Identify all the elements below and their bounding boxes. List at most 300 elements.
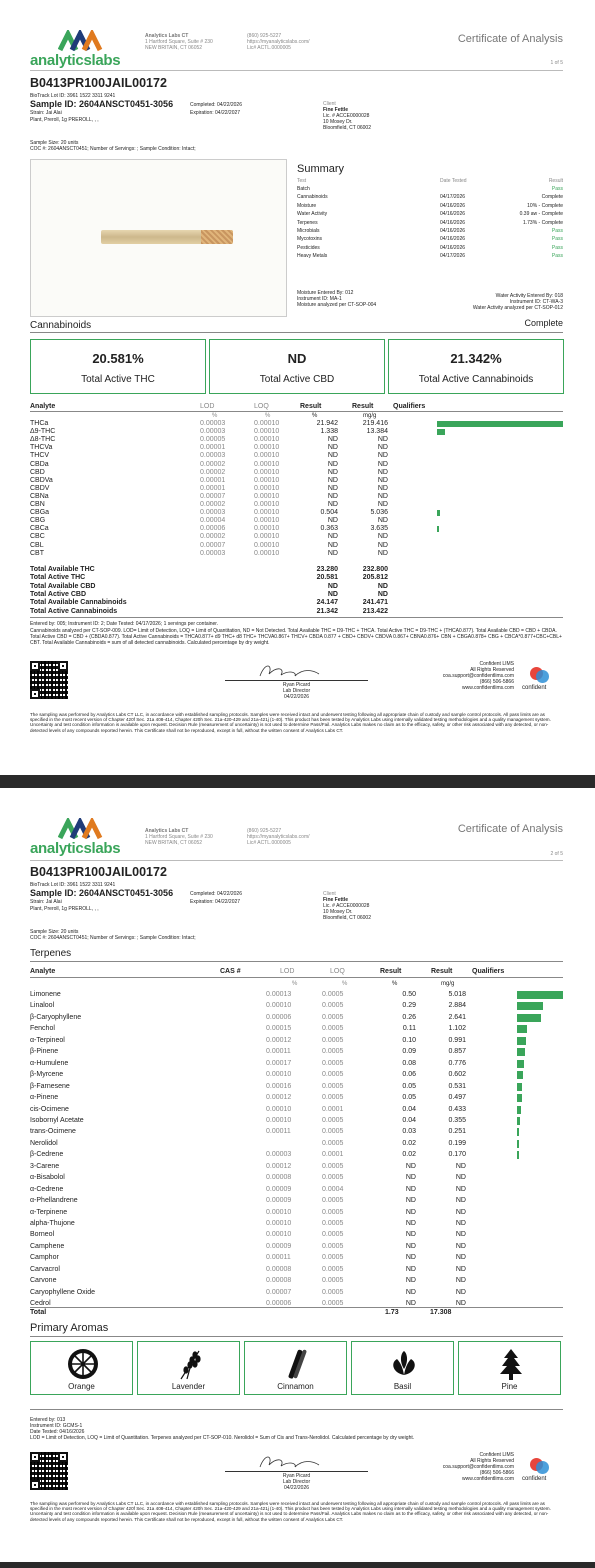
analyte-name: CBCa (30, 525, 49, 533)
terpene-bar (517, 1014, 541, 1022)
terpenes-title: Terpenes (30, 948, 72, 959)
lod-value: 0.00012 (266, 1162, 292, 1170)
cannabinoid-note-1: Entered by: 005; Instrument ID: 2; Date Tested: 04/17/2026; 1 servings per container. (30, 621, 219, 627)
signer-title: Lab Director (282, 1479, 311, 1485)
pine-icon (494, 1347, 528, 1381)
total-cannabinoids-value: 21.342% (450, 351, 502, 366)
col-analyte: Analyte (30, 968, 56, 975)
sign-date: 04/22/2026 (283, 694, 310, 700)
lod-value: 0.00003 (200, 549, 226, 557)
result-value: ND (327, 460, 338, 468)
client-name: Fine Fettle (323, 897, 349, 903)
summary-title: Summary (297, 163, 345, 175)
loq-value: 0.0005 (322, 1025, 344, 1033)
result-value: ND (405, 1208, 416, 1216)
lims-url[interactable]: www.confidentlims.com (462, 1476, 514, 1482)
lims-name: Confident LIMS (479, 1452, 514, 1458)
loq-value: 0.00010 (254, 525, 280, 533)
logo-text: analyticslabs (30, 840, 121, 857)
result-mg-value: ND (377, 436, 388, 444)
loq-value: 0.0005 (322, 1300, 344, 1308)
summary-test: Mycotoxins (297, 236, 323, 243)
lod-value: 0.00003 (266, 1151, 292, 1159)
result-mg-value: 0.531 (448, 1082, 466, 1090)
result-mg-value: 0.251 (448, 1128, 466, 1136)
loq-value: 0.00010 (254, 492, 280, 500)
result-mg-value: ND (377, 501, 388, 508)
result-mg-value: 0.199 (448, 1139, 466, 1147)
analyte-name: Δ8-THC (30, 436, 56, 444)
result-mg-value: 5.036 (370, 509, 388, 517)
loq-value: 0.00010 (254, 484, 280, 492)
basil-icon (387, 1347, 421, 1381)
result-value: 0.11 (402, 1025, 416, 1033)
result-mg-value: ND (377, 541, 388, 549)
analyte-name: Isobornyl Acetate (30, 1116, 84, 1124)
result-value: 0.363 (320, 525, 338, 533)
col-result: Result (300, 403, 322, 410)
moisture-sop: Moisture analyzed per CT-SOP-004 (297, 302, 377, 308)
col-cas: CAS # (220, 968, 241, 975)
result-value: 0.504 (320, 509, 338, 517)
result-value: 1.338 (320, 428, 338, 436)
terpene-bar (517, 1071, 523, 1079)
confident-logo (520, 667, 560, 697)
analyte-name: α-Humulene (30, 1059, 69, 1067)
loq-value: 0.0005 (322, 1162, 344, 1170)
result-value: ND (327, 501, 338, 508)
summary-result: Pass (551, 244, 563, 251)
lod-value: 0.00007 (200, 492, 226, 500)
summary-test: Water Activity (297, 211, 328, 218)
coa-page-1 (0, 0, 595, 775)
client-name: Fine Fettle (323, 107, 349, 113)
loq-value: 0.0005 (322, 1013, 344, 1021)
col-qualifiers: Qualifiers (472, 968, 505, 975)
aroma-pine (458, 1341, 561, 1395)
result-value: 0.09 (402, 1048, 416, 1056)
terpene-bar (517, 1083, 522, 1091)
analyte-name: α-Terpineol (30, 1036, 65, 1044)
lod-value: 0.00010 (266, 1220, 292, 1227)
result-value: ND (327, 436, 338, 444)
lod-value: 0.00008 (266, 1277, 292, 1285)
total-thc-label: Total Active THC (81, 374, 155, 385)
loq-value: 0.0005 (322, 1254, 344, 1262)
terpene-bar (517, 1094, 522, 1102)
loq-value: 0.0005 (322, 991, 344, 998)
result-value: ND (405, 1265, 416, 1273)
result-mg-value: 3.635 (370, 525, 388, 533)
result-value: ND (327, 533, 338, 541)
coc-line: COC #: 2604ANSCT0451; Number of Servings: ; Sample Condition: Intact; (30, 146, 196, 152)
terpene-bar (517, 1037, 526, 1045)
lab-phone: (860) 925-5227 (247, 33, 282, 39)
result-mg-value: ND (455, 1277, 466, 1285)
aroma-label: Orange (68, 1382, 95, 1391)
cannabinoid-bar (437, 429, 445, 435)
unit-result-mg: mg/g (363, 413, 377, 419)
total-thc-value: 20.581% (92, 351, 144, 366)
moisture-instrument: Instrument ID: MA-1 (297, 296, 342, 302)
summary-col-result: Result (548, 178, 563, 184)
terpene-entered: Entered by: 013 (30, 1417, 66, 1423)
result-mg-value: ND (377, 468, 388, 476)
loq-value: 0.00010 (254, 501, 280, 508)
summary-test: Microbials (297, 228, 320, 234)
result-value: 0.50 (402, 991, 416, 998)
analyte-name: CBDV (30, 484, 50, 492)
unit-lod: % (292, 981, 298, 987)
analyte-name: THCa (30, 420, 49, 427)
total-label: Total Active CBD (30, 590, 87, 598)
loq-value: 0.00010 (254, 436, 280, 444)
result-mg-value: ND (455, 1242, 466, 1250)
completed-date: Completed: 04/22/2026 (190, 102, 242, 108)
result-value: ND (327, 452, 338, 460)
client-address-1: 10 Mosey Dr. (323, 119, 353, 125)
lod-value: 0.00010 (266, 1105, 292, 1113)
unit-result: % (392, 981, 398, 987)
lod-value: 0.00004 (200, 517, 226, 525)
cannabinoids-title: Cannabinoids (30, 320, 92, 331)
strain: Strain: Jai Alai (30, 110, 62, 116)
terpene-date: Date Tested: 04/16/2026 (30, 1429, 85, 1435)
col-lod: LOD (280, 968, 295, 975)
lims-phone: (866) 506-5866 (479, 679, 514, 685)
total-result-mg: 213.422 (362, 607, 388, 615)
loq-value: 0.0005 (322, 1128, 344, 1136)
col-result-mg: Result (352, 403, 374, 410)
total-result: ND (327, 590, 338, 598)
summary-date: 04/16/2026 (440, 244, 466, 251)
lavender-icon (173, 1347, 207, 1381)
result-value: 0.02 (402, 1139, 416, 1147)
terpene-note: LOD = Limit of Detection, LOQ = Limit of Quantitation. Terpenes analyzed per CT-SOP-010. Nerolidol = Sum of Cis and Trans-Nerolidol. Calculated percentage by dry weight. (30, 1435, 415, 1441)
result-value: ND (327, 468, 338, 476)
client-address-2: Bloomfield, CT 06002 (323, 915, 371, 921)
analyte-name: CBN (30, 501, 45, 508)
terpene-bar (517, 1002, 543, 1010)
sign-date: 04/22/2026 (283, 1485, 310, 1491)
total-result-mg: 17.308 (430, 1309, 452, 1316)
aroma-label: Pine (501, 1382, 518, 1391)
total-cannabinoids-box (388, 339, 564, 394)
analyte-name: CBDa (30, 460, 49, 468)
unit-result: % (312, 413, 318, 419)
aroma-orange (30, 1341, 133, 1395)
summary-result: 1.73% - Complete (522, 219, 563, 226)
aroma-label: Lavender (171, 1382, 206, 1391)
lod-value: 0.00003 (200, 452, 226, 460)
client-license: Lic. # ACCE0000028 (323, 903, 370, 909)
analyte-name: CBG (30, 517, 46, 525)
batch-id: B0413PR100JAIL00172 (30, 76, 167, 90)
result-value: 0.04 (402, 1116, 416, 1124)
summary-date: 04/16/2026 (440, 211, 466, 218)
result-value: 0.26 (402, 1013, 416, 1021)
result-mg-value: 0.602 (448, 1071, 466, 1079)
doc-title: Certificate of Analysis (457, 823, 563, 835)
cannabinoid-bar (437, 526, 439, 532)
analyte-name: Camphene (30, 1242, 65, 1250)
summary-col-test: Test (297, 178, 307, 184)
batch-id: B0413PR100JAIL00172 (30, 865, 167, 879)
lod-value: 0.00017 (266, 1059, 292, 1067)
result-mg-value: 219.416 (362, 420, 388, 427)
lab-address-2: NEW BRITAIN, CT 06052 (145, 840, 203, 846)
loq-value: 0.0005 (322, 1116, 344, 1124)
lod-value: 0.00010 (266, 1002, 292, 1010)
analyte-name: Δ9-THC (30, 428, 56, 436)
qr-code[interactable] (30, 1452, 68, 1490)
loq-value: 0.0005 (322, 1094, 344, 1102)
lod-value: 0.00001 (200, 476, 226, 484)
total-label: Total Active Cannabinoids (30, 607, 118, 615)
client-label: Client (323, 891, 336, 897)
col-result-mg: Result (431, 968, 453, 975)
disclaimer: The sampling was performed by Analytics Labs CT LLC, in accordance with established sampling protocols. Samples were received intact and underwent testing following all appropriate chain of custody and sample control protocols. All pass limits are as specified in the most recent version of Chapter 420f Sec. 21a 408-414, Chapter 420h Sec. 21a-420-429 and 21a-421j (1-40). This product has been tested by Analytics Labs using internally validated testing methodologies and a quality management system. Uncertainty and test condition information is available upon request. Decision Rule (measurement of uncertainty) is not used to determine Pass/Fail. Analytics Labs makes no claim as to the efficacy, safety, or other risk associated with any detected, or non-detected levels of any compounds reported herein. This Certificate shall not be reproduced, except in full, without the written consent of Analytics Labs CT. (30, 712, 551, 733)
loq-value: 0.0005 (322, 1265, 344, 1273)
result-value: ND (327, 492, 338, 500)
result-value: 0.05 (402, 1082, 416, 1090)
loq-value: 0.0005 (322, 1242, 344, 1250)
result-value: 0.08 (402, 1059, 416, 1067)
result-mg-value: ND (377, 444, 388, 452)
lims-email[interactable]: coa.support@confidentlims.com (442, 1464, 514, 1470)
lod-value: 0.00011 (266, 1254, 291, 1262)
biotrack-lot: BioTrack Lot ID: 3961 1522 3311 9241 (30, 882, 116, 888)
summary-result: 0.39 aw - Complete (519, 211, 563, 218)
analyte-name: β-Farnesene (30, 1082, 70, 1090)
total-cbd-box (209, 339, 385, 394)
result-value: ND (405, 1277, 416, 1285)
lod-value: 0.00010 (266, 1231, 292, 1239)
qr-code[interactable] (30, 661, 68, 699)
loq-value: 0.0005 (322, 1036, 344, 1044)
analyte-name: THCV (30, 452, 50, 460)
total-result-mg: 241.471 (362, 599, 388, 607)
summary-test: Terpenes (297, 219, 318, 226)
aroma-label: Cinnamon (277, 1382, 314, 1391)
result-mg-value: 2.641 (448, 1013, 466, 1021)
sample-size: Sample Size: 20 units (30, 140, 79, 146)
result-mg-value: ND (455, 1162, 466, 1170)
total-result: 20.581 (316, 574, 338, 582)
completed-date: Completed: 04/22/2026 (190, 891, 242, 897)
loq-value: 0.0005 (322, 1002, 344, 1010)
analyte-name: β-Caryophyllene (30, 1013, 82, 1021)
analyte-name: Caryophyllene Oxide (30, 1288, 95, 1296)
analyte-name: CBD (30, 468, 45, 476)
result-mg-value: ND (377, 492, 388, 500)
summary-test: Moisture (297, 202, 317, 209)
moisture-entered: Moisture Entered By: 012 (297, 290, 354, 296)
logo-text: analyticslabs (30, 52, 121, 69)
result-value: ND (405, 1220, 416, 1227)
result-mg-value: 0.433 (448, 1105, 466, 1113)
result-mg-value: ND (377, 484, 388, 492)
aromas-title: Primary Aromas (30, 1322, 109, 1334)
cannabinoid-bar (437, 421, 563, 427)
lod-value: 0.00009 (266, 1242, 292, 1250)
summary-col-date: Date Tested (440, 178, 467, 184)
loq-value: 0.0001 (322, 1105, 344, 1113)
result-value: ND (405, 1162, 416, 1170)
summary-result: Pass (551, 236, 563, 243)
analyte-name: cis-Ocimene (30, 1105, 69, 1113)
result-mg-value: 0.991 (448, 1036, 466, 1044)
unit-loq: % (265, 413, 271, 419)
analyte-name: alpha-Thujone (30, 1220, 75, 1227)
result-value: 0.29 (402, 1002, 416, 1010)
lims-rights: All Rights Reserved (470, 1458, 514, 1464)
total-cbd-label: Total Active CBD (259, 374, 335, 385)
lod-value: 0.00001 (200, 444, 226, 452)
summary-date: 04/17/2026 (440, 253, 466, 260)
terpene-bar (517, 1025, 527, 1033)
lod-value: 0.00003 (200, 509, 226, 517)
summary-test: Cannabinoids (297, 194, 328, 201)
lab-address-1: 1 Hartford Square, Suite # 230 (145, 39, 213, 45)
loq-value: 0.0004 (322, 1185, 344, 1193)
total-label: Total Available THC (30, 566, 95, 573)
total-label: Total Available Cannabinoids (30, 599, 127, 607)
result-value: ND (327, 541, 338, 549)
analyte-name: THCVa (30, 444, 53, 452)
logo-mark-icon (58, 818, 108, 840)
signer-name: Ryan Picard (282, 682, 311, 688)
page-divider-bottom (0, 1562, 595, 1568)
summary-result: Pass (551, 228, 563, 234)
analyte-name: 3-Carene (30, 1162, 60, 1170)
lod-value: 0.00008 (266, 1265, 292, 1273)
lod-value: 0.00003 (200, 420, 226, 427)
lims-email[interactable]: coa.support@confidentlims.com (442, 673, 514, 679)
summary-date: 04/16/2026 (440, 236, 466, 243)
total-result: 23.280 (316, 566, 338, 573)
loq-value: 0.0005 (322, 1082, 344, 1090)
terpene-bar (517, 1060, 524, 1068)
analyte-name: β-Pinene (30, 1048, 59, 1056)
terpene-bar (517, 1151, 519, 1159)
loq-value: 0.00010 (254, 517, 280, 525)
loq-value: 0.0005 (322, 1288, 344, 1296)
lab-license: Lic# ACTL.0000005 (247, 840, 291, 846)
result-mg-value: ND (455, 1231, 466, 1239)
analyte-name: Limonene (30, 991, 61, 998)
unit-lod: % (212, 413, 218, 419)
client-label: Client (323, 101, 336, 107)
lod-value: 0.00007 (200, 541, 226, 549)
lab-phone: (860) 925-5227 (247, 828, 282, 834)
summary-result: Complete (541, 194, 563, 201)
sample-id: Sample ID: 2604ANSCT0451-3056 (30, 99, 174, 109)
cinnamon-icon (280, 1347, 314, 1381)
col-qualifiers: Qualifiers (393, 403, 426, 410)
lod-value: 0.00006 (200, 525, 226, 533)
page-number: 2 of 5 (550, 851, 563, 857)
aroma-cinnamon (244, 1341, 347, 1395)
aroma-basil (351, 1341, 454, 1395)
loq-value: 0.0001 (322, 1151, 344, 1159)
lab-url[interactable]: https://myanalyticslabs.com/ (247, 39, 310, 45)
result-mg-value: 0.355 (448, 1116, 466, 1124)
result-value: ND (405, 1300, 416, 1308)
analyte-name: CBT (30, 549, 44, 557)
result-value: 0.06 (402, 1071, 416, 1079)
lims-url[interactable]: www.confidentlims.com (462, 685, 514, 691)
total-result-mg: ND (377, 582, 388, 590)
result-value: ND (405, 1197, 416, 1205)
summary-result: Pass (551, 253, 563, 260)
result-value: ND (327, 484, 338, 492)
result-mg-value: 13.384 (366, 428, 388, 436)
total-cbd-value: ND (287, 351, 307, 366)
analyte-name: CBL (30, 541, 44, 549)
strain: Strain: Jai Alai (30, 899, 62, 905)
loq-value: 0.00010 (254, 452, 280, 460)
lab-name: Analytics Labs CT (145, 33, 189, 39)
analyte-name: Linalool (30, 1002, 55, 1010)
lod-value: 0.00010 (266, 1071, 292, 1079)
loq-value: 0.00010 (254, 460, 280, 468)
lod-value: 0.00006 (266, 1300, 292, 1308)
analyte-name: Cedrol (30, 1300, 51, 1308)
lod-value: 0.00005 (200, 436, 226, 444)
result-value: ND (405, 1288, 416, 1296)
total-result-mg: 205.812 (362, 574, 388, 582)
result-mg-value: ND (455, 1197, 466, 1205)
expiration-date: Expiration: 04/22/2027 (190, 899, 241, 905)
analyte-name: trans-Ocimene (30, 1128, 76, 1136)
lab-url[interactable]: https://myanalyticslabs.com/ (247, 834, 310, 840)
analyte-name: Fenchol (30, 1025, 55, 1033)
matrix: Plant, Preroll, 1g PREROLL, , , (30, 906, 99, 912)
loq-value: 0.0005 (322, 1059, 344, 1067)
signature-image (255, 1451, 325, 1473)
analyte-name: α-Pinene (30, 1094, 59, 1102)
lod-value: 0.00001 (200, 484, 226, 492)
confident-logo (520, 1458, 560, 1488)
sample-id: Sample ID: 2604ANSCT0451-3056 (30, 888, 174, 898)
disclaimer: The sampling was performed by Analytics Labs CT LLC, in accordance with established sampling protocols. Samples were received intact and underwent testing following all appropriate chain of custody and sample control protocols. All pass limits are as specified in the most recent version of Chapter 420f Sec. 21a 408-414, Chapter 420h Sec. 21a-420-429 and 21a-421j (1-40). This product has been tested by Analytics Labs using internally validated testing methodologies and a quality management system. Uncertainty and test condition information is available upon request. Decision Rule (measurement of uncertainty) is not used to determine Pass/Fail. Analytics Labs makes no claim as to the efficacy, safety, or other risk associated with any detected, or non-detected levels of any compounds reported herein. This Certificate shall not be reproduced, except in full, without the written consent of Analytics Labs CT. (30, 1501, 551, 1522)
loq-value: 0.0005 (322, 1231, 344, 1239)
result-value: ND (327, 476, 338, 484)
result-mg-value: 5.018 (448, 991, 466, 998)
result-mg-value: 0.170 (448, 1151, 466, 1159)
orange-icon (66, 1347, 100, 1381)
col-lod: LOD (200, 403, 215, 410)
result-mg-value: ND (455, 1300, 466, 1308)
col-analyte: Analyte (30, 403, 56, 410)
terpene-bar (517, 991, 563, 999)
result-value: ND (327, 444, 338, 452)
signer-name: Ryan Picard (282, 1473, 311, 1479)
aroma-label: Basil (393, 1382, 412, 1391)
terpene-bar (517, 1140, 519, 1148)
sample-size: Sample Size: 20 units (30, 929, 79, 935)
cannabinoid-note-2: Cannabinoids analyzed per CT-SOP-009. LOD= Limit of Detection, LOQ = Limit of Quantitation, ND = Not Detected. Total Available THC = D9-THC + THCA. Total Active THC = D9-THC + (THCA0.877). Total Available CBD = CBD + CBDA. Total Active CBD = CBD + (CBDA0.877). Total Active Cannabinoids = THCA0.877+ d9 THC+ d8 THC+ THCVA0.867+ THCV+ CBDA 0.877 + CBD+ CBDV+ CBDVA 0.867+ CBNA0.876+ CBN + CBGA0.878+ CBG + CBCA*0.877+CBC+CBL+ CBT. Total Available Cannabinoids = sum of all detected cannabinoids. Calculated percentage by dry weight. (30, 628, 562, 646)
loq-value: 0.00010 (254, 541, 280, 549)
analyte-name: CBDVa (30, 476, 53, 484)
aromas-row (30, 1341, 563, 1397)
analyte-name: CBC (30, 533, 45, 541)
loq-value: 0.00010 (254, 476, 280, 484)
biotrack-lot: BioTrack Lot ID: 3961 1522 3311 9241 (30, 93, 116, 99)
result-mg-value: 2.884 (448, 1002, 466, 1010)
result-mg-value: ND (455, 1265, 466, 1273)
